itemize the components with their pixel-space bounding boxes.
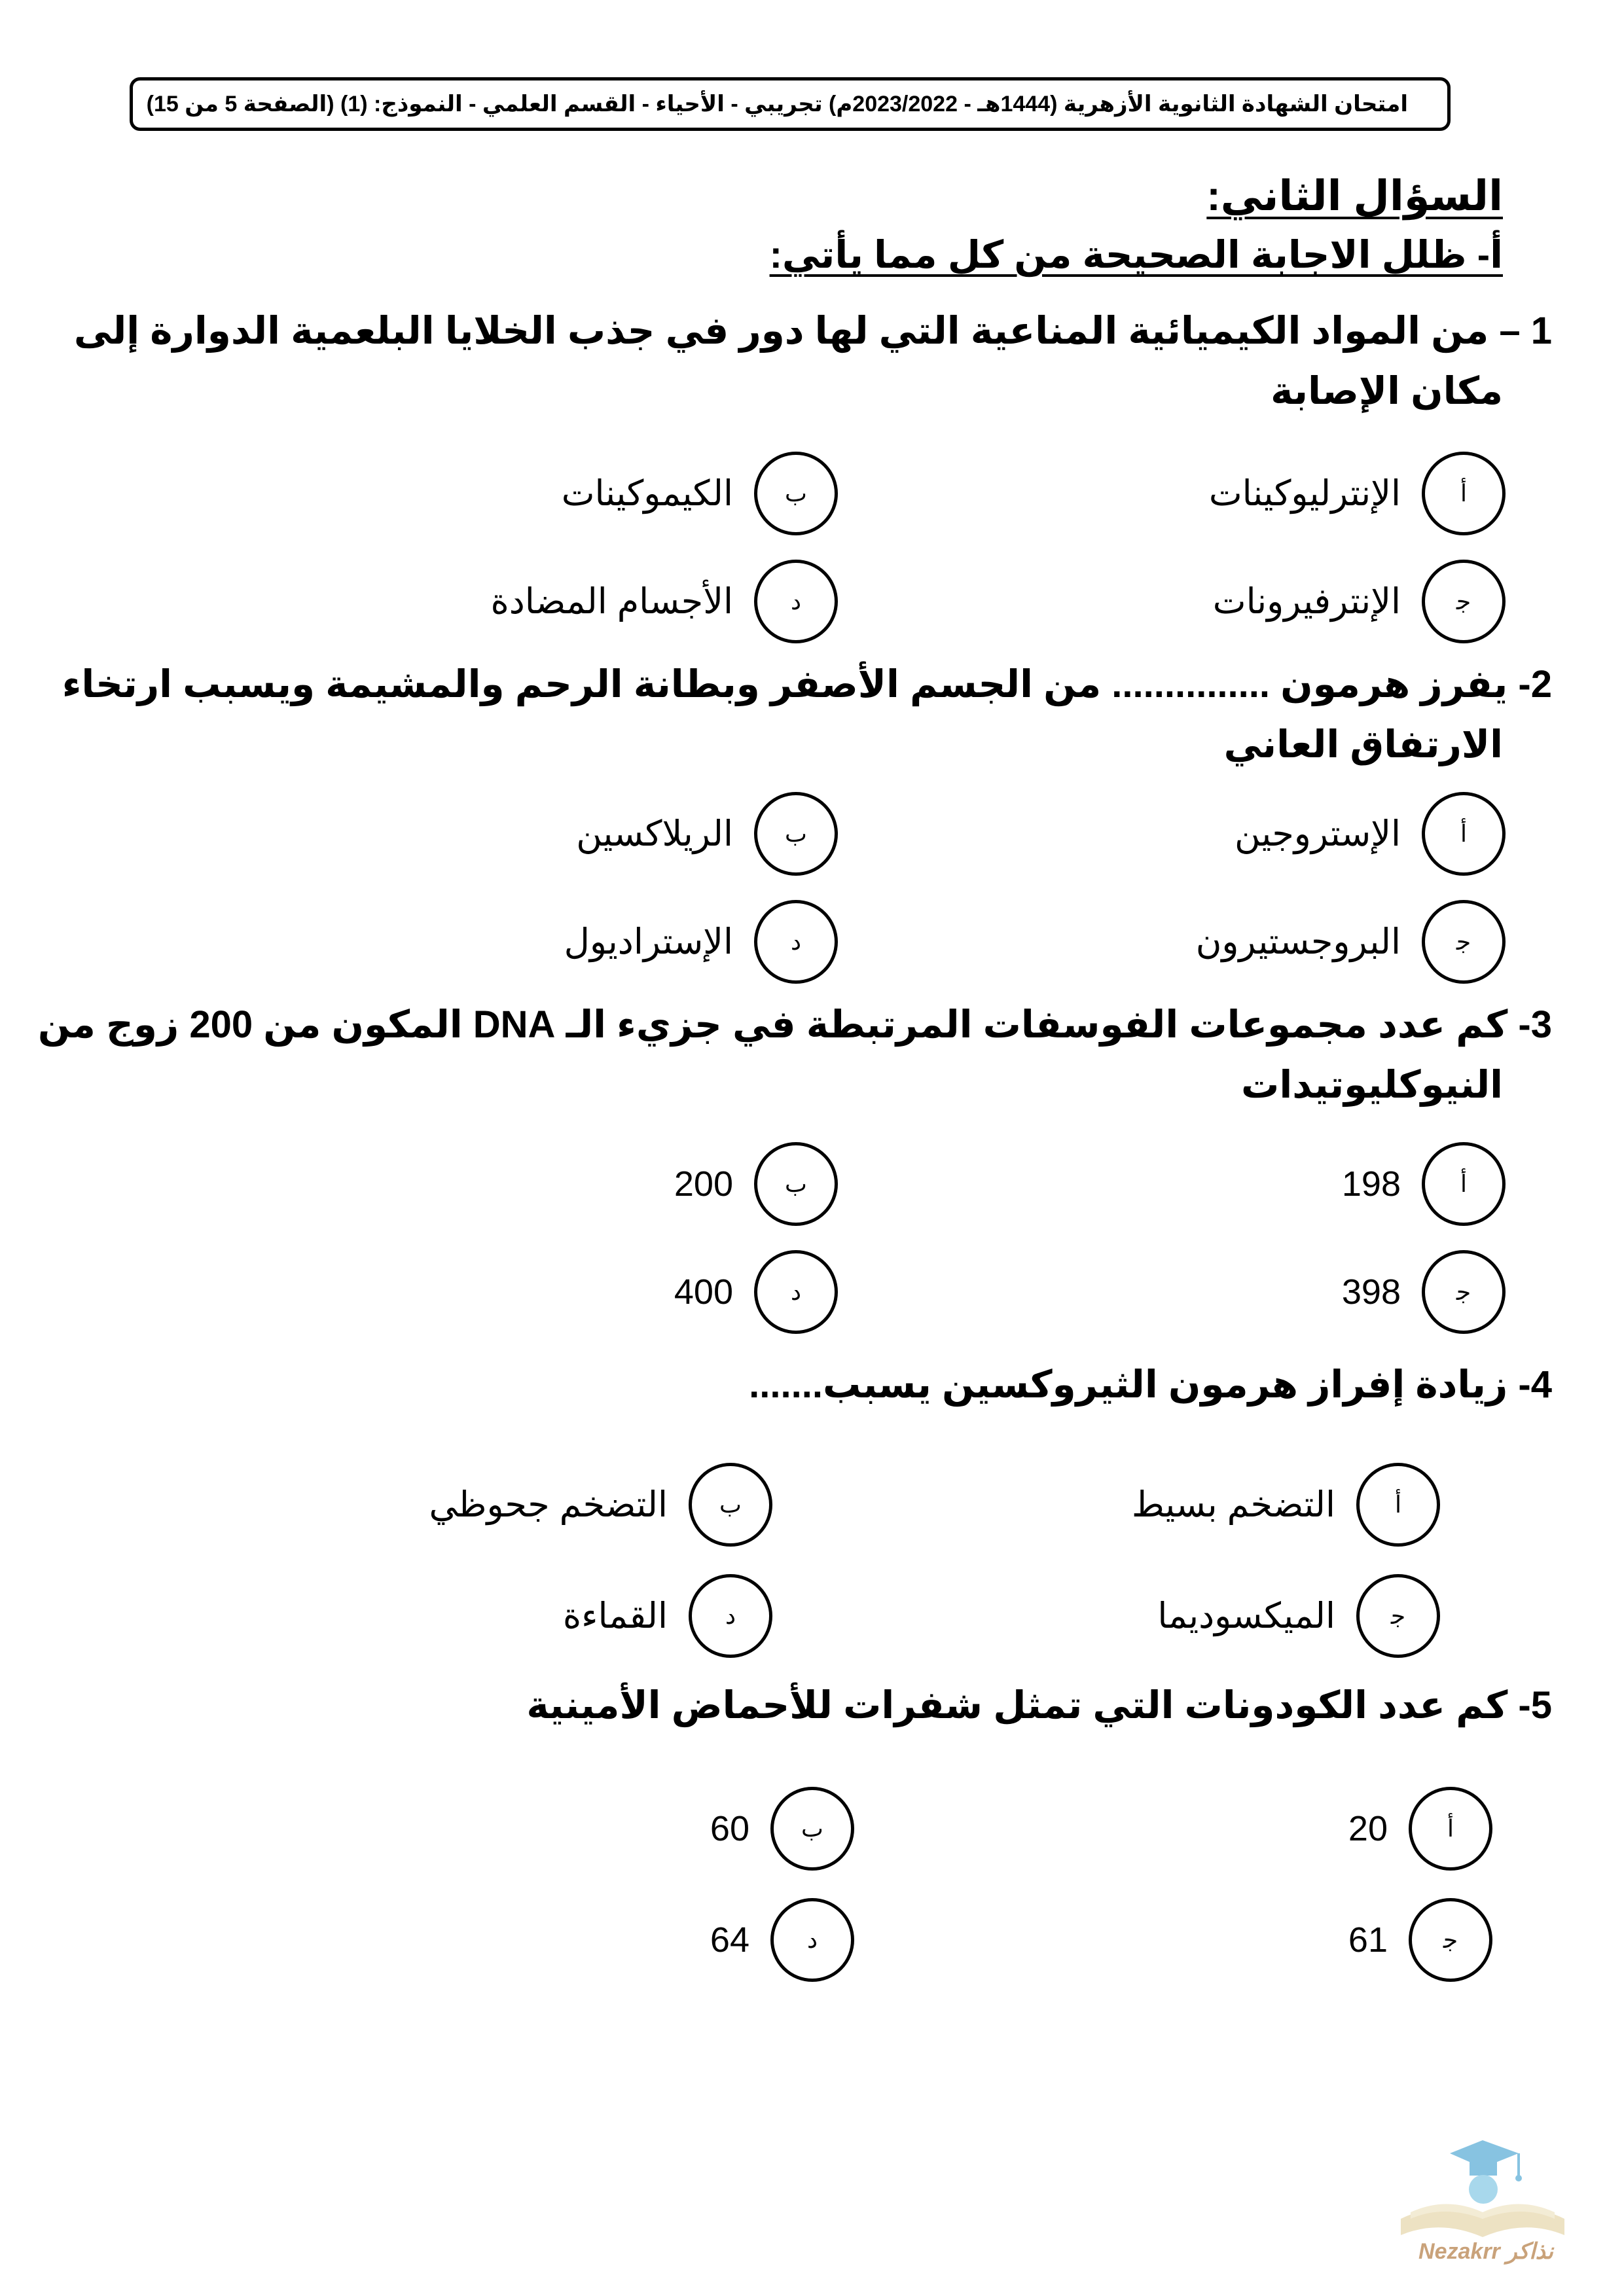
option-letter-circle[interactable]: ﺟ bbox=[1422, 900, 1506, 984]
logo-text: Nezakrr نذاكر bbox=[1418, 2239, 1553, 2264]
q4-option-c[interactable] bbox=[1060, 1574, 1440, 1666]
option-letter-circle[interactable]: د bbox=[754, 1250, 838, 1334]
section-title: السؤال الثاني: bbox=[1206, 172, 1503, 219]
option-letter-circle[interactable]: ﺟ bbox=[1356, 1574, 1440, 1658]
q5-option-b[interactable] bbox=[540, 1787, 854, 1878]
q3-option-d[interactable] bbox=[524, 1250, 838, 1342]
question-3-line1: 3- كم عدد مجموعات الفوسفات المرتبطة في جزيء الـ DNA المكون من 200 زوج من bbox=[37, 1003, 1552, 1046]
option-text: 400 bbox=[674, 1272, 733, 1312]
section-subtitle: أ- ظلل الاجابة الصحيحة من كل مما يأتي: bbox=[769, 234, 1503, 276]
question-2-line1: 2- يفرز هرمون ............... من الجسم الأصفر وبطانة الرحم والمشيمة ويسبب ارتخاء bbox=[62, 663, 1552, 706]
option-text: الأجسام المضادة bbox=[490, 582, 733, 621]
question-4 bbox=[151, 1355, 1552, 1415]
option-letter-circle[interactable]: ب bbox=[689, 1463, 772, 1547]
option-text: 60 bbox=[710, 1809, 749, 1848]
question-4-line1: 4- زيادة إفراز هرمون الثيروكسين يسبب....... bbox=[749, 1363, 1552, 1406]
question-5-line1: 5- كم عدد الكودونات التي تمثل شفرات للأحماض الأمينية bbox=[526, 1684, 1552, 1727]
option-letter-circle[interactable]: أ bbox=[1409, 1787, 1492, 1871]
option-letter-circle[interactable]: ﺟ bbox=[1422, 560, 1506, 643]
q1-option-c[interactable] bbox=[1191, 560, 1506, 651]
option-letter-circle[interactable]: د bbox=[754, 560, 838, 643]
question-5 bbox=[151, 1676, 1552, 1736]
option-text: 20 bbox=[1348, 1809, 1388, 1848]
q5-option-d[interactable] bbox=[540, 1898, 854, 1990]
option-letter-circle[interactable]: د bbox=[754, 900, 838, 984]
option-text: 64 bbox=[710, 1920, 749, 1960]
option-text: التضخم جحوظي bbox=[429, 1485, 668, 1524]
option-text: الكيموكينات bbox=[561, 474, 733, 513]
q4-option-a[interactable] bbox=[1060, 1463, 1440, 1554]
option-text: الإنترليوكينات bbox=[1208, 474, 1401, 513]
option-text: الإستروجين bbox=[1235, 814, 1401, 853]
option-text: 200 bbox=[674, 1164, 733, 1204]
option-letter-circle[interactable]: أ bbox=[1356, 1463, 1440, 1547]
q1-option-b[interactable] bbox=[524, 452, 838, 543]
option-text: 398 bbox=[1341, 1272, 1401, 1312]
q5-option-a[interactable] bbox=[1178, 1787, 1492, 1878]
question-1-line1: 1 – من المواد الكيميائية المناعية التي لها دور في جذب الخلايا البلعمية الدوارة إلى bbox=[73, 310, 1552, 352]
question-1-line2: مكان الإصابة bbox=[1271, 370, 1503, 412]
option-text: التضخم بسيط bbox=[1131, 1485, 1335, 1524]
option-text: القماءة bbox=[562, 1596, 668, 1636]
option-letter-circle[interactable]: أ bbox=[1422, 1142, 1506, 1226]
q2-option-b[interactable] bbox=[524, 792, 838, 884]
option-letter-circle[interactable]: ﺟ bbox=[1409, 1898, 1492, 1982]
q2-option-c[interactable] bbox=[1126, 900, 1506, 992]
q3-option-b[interactable] bbox=[524, 1142, 838, 1234]
q4-option-b[interactable] bbox=[380, 1463, 772, 1554]
option-text: الإنترفيرونات bbox=[1212, 582, 1401, 621]
option-letter-circle[interactable]: ب bbox=[770, 1787, 854, 1871]
q1-option-a[interactable] bbox=[1191, 452, 1506, 543]
q4-option-d[interactable] bbox=[511, 1574, 772, 1666]
option-text: الإستراديول bbox=[564, 922, 733, 961]
exam-header bbox=[130, 77, 1451, 131]
header-text: امتحان الشهادة الثانوية الأزهرية (1444هـ - 2023/2022م) تجريبي - الأحياء - القسم العلمي - النموذج: (1) (الصفحة 5 من 15) bbox=[146, 92, 1408, 117]
option-letter-circle[interactable]: ﺟ bbox=[1422, 1250, 1506, 1334]
q1-option-d[interactable] bbox=[458, 560, 838, 651]
question-2-line2: الارتفاق العاني bbox=[1223, 723, 1503, 766]
question-3 bbox=[37, 995, 1552, 1115]
option-text: البروجستيرون bbox=[1195, 922, 1401, 961]
q2-option-a[interactable] bbox=[1191, 792, 1506, 884]
option-letter-circle[interactable]: أ bbox=[1422, 452, 1506, 535]
option-letter-circle[interactable]: ب bbox=[754, 452, 838, 535]
q2-option-d[interactable] bbox=[524, 900, 838, 992]
q3-option-a[interactable] bbox=[1191, 1142, 1506, 1234]
question-1 bbox=[73, 301, 1552, 422]
option-text: 61 bbox=[1348, 1920, 1388, 1960]
option-letter-circle[interactable]: ب bbox=[754, 1142, 838, 1226]
question-2 bbox=[62, 655, 1552, 775]
option-letter-circle[interactable]: د bbox=[770, 1898, 854, 1982]
option-text: الريلاكسين bbox=[576, 814, 733, 853]
option-letter-circle[interactable]: ب bbox=[754, 792, 838, 876]
question-3-line2: النيوكليوتيدات bbox=[1241, 1064, 1503, 1106]
q3-option-c[interactable] bbox=[1191, 1250, 1506, 1342]
option-letter-circle[interactable]: د bbox=[689, 1574, 772, 1658]
option-letter-circle[interactable]: أ bbox=[1422, 792, 1506, 876]
option-text: الميكسوديما bbox=[1157, 1596, 1335, 1636]
q5-option-c[interactable] bbox=[1178, 1898, 1492, 1990]
option-text: 198 bbox=[1341, 1164, 1401, 1204]
